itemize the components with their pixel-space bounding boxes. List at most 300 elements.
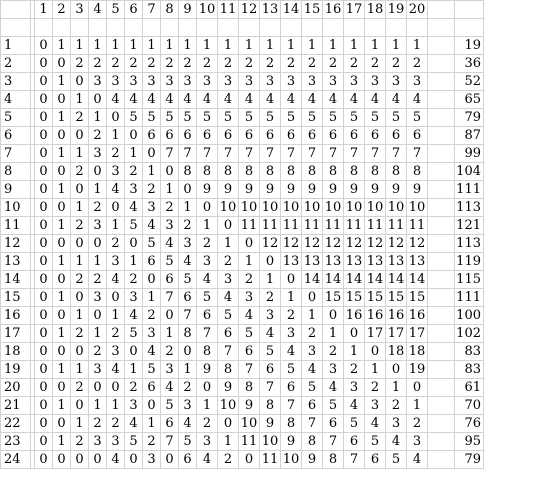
row-label[interactable]: 22 <box>1 415 31 433</box>
table-cell[interactable]: 3 <box>323 73 344 91</box>
gap-cell[interactable] <box>428 397 455 415</box>
table-cell[interactable]: 2 <box>125 271 143 289</box>
table-cell[interactable]: 6 <box>260 361 281 379</box>
table-cell[interactable]: 3 <box>344 73 365 91</box>
table-cell[interactable]: 15 <box>386 289 407 307</box>
table-cell[interactable]: 1 <box>281 37 302 55</box>
table-cell[interactable]: 2 <box>260 55 281 73</box>
table-cell[interactable]: 0 <box>125 343 143 361</box>
table-cell[interactable]: 2 <box>344 361 365 379</box>
table-cell[interactable]: 7 <box>161 289 179 307</box>
table-cell[interactable]: 11 <box>239 217 260 235</box>
row-total[interactable]: 19 <box>455 37 484 55</box>
table-cell[interactable]: 9 <box>197 361 218 379</box>
table-cell[interactable]: 0 <box>161 451 179 469</box>
table-cell[interactable]: 3 <box>260 73 281 91</box>
table-cell[interactable]: 0 <box>143 145 161 163</box>
table-cell[interactable]: 7 <box>218 145 239 163</box>
table-cell[interactable]: 9 <box>323 181 344 199</box>
table-cell[interactable]: 2 <box>197 55 218 73</box>
table-cell[interactable]: 3 <box>125 397 143 415</box>
table-cell[interactable]: 9 <box>407 181 428 199</box>
corner-cell[interactable] <box>1 1 31 19</box>
table-cell[interactable]: 0 <box>386 361 407 379</box>
table-cell[interactable]: 7 <box>260 145 281 163</box>
table-cell[interactable]: 6 <box>344 127 365 145</box>
table-cell[interactable]: 9 <box>344 181 365 199</box>
table-cell[interactable]: 8 <box>239 163 260 181</box>
table-cell[interactable]: 0 <box>89 235 107 253</box>
table-cell[interactable]: 13 <box>407 253 428 271</box>
table-cell[interactable]: 3 <box>107 253 125 271</box>
table-cell[interactable]: 0 <box>125 451 143 469</box>
table-cell[interactable]: 6 <box>344 433 365 451</box>
table-cell[interactable]: 6 <box>218 127 239 145</box>
table-cell[interactable]: 4 <box>197 271 218 289</box>
gap-cell[interactable] <box>428 127 455 145</box>
table-cell[interactable]: 8 <box>197 163 218 181</box>
table-cell[interactable]: 8 <box>179 325 197 343</box>
gap-cell[interactable] <box>428 235 455 253</box>
table-cell[interactable]: 3 <box>89 361 107 379</box>
column-header[interactable]: 19 <box>386 1 407 19</box>
table-cell[interactable]: 0 <box>239 451 260 469</box>
table-cell[interactable]: 4 <box>365 91 386 109</box>
table-cell[interactable]: 1 <box>89 109 107 127</box>
empty-cell[interactable] <box>407 19 428 37</box>
table-cell[interactable]: 4 <box>407 451 428 469</box>
gap-cell[interactable] <box>428 91 455 109</box>
table-cell[interactable]: 11 <box>407 217 428 235</box>
table-cell[interactable]: 5 <box>125 325 143 343</box>
table-cell[interactable]: 14 <box>344 271 365 289</box>
row-label[interactable]: 14 <box>1 271 31 289</box>
table-cell[interactable]: 2 <box>179 379 197 397</box>
table-cell[interactable]: 14 <box>302 271 323 289</box>
gap-cell[interactable] <box>428 1 455 19</box>
table-cell[interactable]: 0 <box>35 343 53 361</box>
table-cell[interactable]: 0 <box>302 289 323 307</box>
row-label[interactable]: 20 <box>1 379 31 397</box>
table-cell[interactable]: 12 <box>407 235 428 253</box>
table-cell[interactable]: 5 <box>260 343 281 361</box>
table-cell[interactable]: 1 <box>197 217 218 235</box>
table-cell[interactable]: 4 <box>281 343 302 361</box>
table-cell[interactable]: 0 <box>35 415 53 433</box>
table-cell[interactable]: 7 <box>344 451 365 469</box>
table-cell[interactable]: 6 <box>281 379 302 397</box>
row-label[interactable]: 1 <box>1 37 31 55</box>
table-cell[interactable]: 1 <box>386 379 407 397</box>
table-cell[interactable]: 3 <box>107 343 125 361</box>
row-total[interactable]: 113 <box>455 199 484 217</box>
gap-cell[interactable] <box>428 271 455 289</box>
table-cell[interactable]: 0 <box>35 379 53 397</box>
table-cell[interactable]: 0 <box>53 343 71 361</box>
table-cell[interactable]: 2 <box>302 325 323 343</box>
table-cell[interactable]: 5 <box>365 109 386 127</box>
empty-cell[interactable] <box>53 19 71 37</box>
total-header-cell[interactable] <box>455 1 484 19</box>
table-cell[interactable]: 0 <box>107 379 125 397</box>
row-label[interactable]: 23 <box>1 433 31 451</box>
table-cell[interactable]: 0 <box>35 289 53 307</box>
row-label[interactable]: 7 <box>1 145 31 163</box>
empty-cell[interactable] <box>71 19 89 37</box>
table-cell[interactable]: 3 <box>218 271 239 289</box>
table-cell[interactable]: 10 <box>281 199 302 217</box>
gap-cell[interactable] <box>428 253 455 271</box>
table-cell[interactable]: 0 <box>107 199 125 217</box>
table-cell[interactable]: 4 <box>386 91 407 109</box>
table-cell[interactable]: 0 <box>35 37 53 55</box>
row-total[interactable]: 79 <box>455 109 484 127</box>
row-label[interactable]: 6 <box>1 127 31 145</box>
table-cell[interactable]: 1 <box>71 415 89 433</box>
table-cell[interactable]: 4 <box>239 307 260 325</box>
table-cell[interactable]: 11 <box>281 217 302 235</box>
table-cell[interactable]: 6 <box>197 307 218 325</box>
gap-cell[interactable] <box>428 307 455 325</box>
gap-cell[interactable] <box>428 163 455 181</box>
table-cell[interactable]: 5 <box>386 109 407 127</box>
table-cell[interactable]: 11 <box>302 217 323 235</box>
column-header[interactable]: 17 <box>344 1 365 19</box>
column-header[interactable]: 11 <box>218 1 239 19</box>
empty-cell[interactable] <box>386 19 407 37</box>
row-label[interactable]: 4 <box>1 91 31 109</box>
table-cell[interactable]: 6 <box>365 451 386 469</box>
table-cell[interactable]: 0 <box>35 397 53 415</box>
table-cell[interactable]: 1 <box>143 163 161 181</box>
table-cell[interactable]: 3 <box>143 451 161 469</box>
column-header[interactable]: 10 <box>197 1 218 19</box>
table-cell[interactable]: 2 <box>260 289 281 307</box>
table-cell[interactable]: 16 <box>344 307 365 325</box>
table-cell[interactable]: 4 <box>143 217 161 235</box>
table-cell[interactable]: 4 <box>161 235 179 253</box>
column-header[interactable]: 2 <box>53 1 71 19</box>
table-cell[interactable]: 2 <box>71 325 89 343</box>
row-total[interactable]: 36 <box>455 55 484 73</box>
table-cell[interactable]: 0 <box>89 91 107 109</box>
table-cell[interactable]: 1 <box>53 109 71 127</box>
table-cell[interactable]: 7 <box>239 145 260 163</box>
table-cell[interactable]: 5 <box>302 109 323 127</box>
table-cell[interactable]: 0 <box>197 379 218 397</box>
table-cell[interactable]: 0 <box>323 307 344 325</box>
gap-cell[interactable] <box>428 451 455 469</box>
table-cell[interactable]: 9 <box>260 415 281 433</box>
table-cell[interactable]: 6 <box>323 415 344 433</box>
table-cell[interactable]: 4 <box>260 325 281 343</box>
table-cell[interactable]: 4 <box>197 91 218 109</box>
table-cell[interactable]: 2 <box>344 55 365 73</box>
table-cell[interactable]: 0 <box>35 163 53 181</box>
gap-cell[interactable] <box>428 343 455 361</box>
table-cell[interactable]: 2 <box>143 433 161 451</box>
table-cell[interactable]: 1 <box>179 199 197 217</box>
table-cell[interactable]: 1 <box>239 37 260 55</box>
table-cell[interactable]: 1 <box>71 307 89 325</box>
table-cell[interactable]: 1 <box>71 199 89 217</box>
table-cell[interactable]: 19 <box>407 361 428 379</box>
table-cell[interactable]: 12 <box>323 235 344 253</box>
table-cell[interactable]: 0 <box>107 289 125 307</box>
table-cell[interactable]: 2 <box>125 163 143 181</box>
table-cell[interactable]: 17 <box>365 325 386 343</box>
table-cell[interactable]: 2 <box>239 271 260 289</box>
table-cell[interactable]: 13 <box>386 253 407 271</box>
gap-cell[interactable] <box>428 199 455 217</box>
table-cell[interactable]: 2 <box>386 397 407 415</box>
table-cell[interactable]: 7 <box>197 145 218 163</box>
table-cell[interactable]: 2 <box>143 181 161 199</box>
table-cell[interactable]: 8 <box>239 379 260 397</box>
table-cell[interactable]: 5 <box>323 397 344 415</box>
gap-cell[interactable] <box>428 19 455 37</box>
table-cell[interactable]: 5 <box>125 433 143 451</box>
table-cell[interactable]: 2 <box>218 55 239 73</box>
table-cell[interactable]: 7 <box>281 145 302 163</box>
empty-cell[interactable] <box>1 19 31 37</box>
table-cell[interactable]: 10 <box>218 397 239 415</box>
table-cell[interactable]: 2 <box>71 271 89 289</box>
row-label[interactable]: 3 <box>1 73 31 91</box>
table-cell[interactable]: 2 <box>89 415 107 433</box>
table-cell[interactable]: 17 <box>386 325 407 343</box>
table-cell[interactable]: 5 <box>143 361 161 379</box>
table-cell[interactable]: 3 <box>125 73 143 91</box>
table-cell[interactable]: 12 <box>386 235 407 253</box>
table-cell[interactable]: 3 <box>197 73 218 91</box>
table-cell[interactable]: 14 <box>323 271 344 289</box>
table-cell[interactable]: 1 <box>53 253 71 271</box>
table-cell[interactable]: 4 <box>260 91 281 109</box>
table-cell[interactable]: 3 <box>386 73 407 91</box>
table-cell[interactable]: 1 <box>179 37 197 55</box>
table-cell[interactable]: 0 <box>53 451 71 469</box>
table-cell[interactable]: 5 <box>407 109 428 127</box>
table-cell[interactable]: 2 <box>161 199 179 217</box>
table-cell[interactable]: 4 <box>323 91 344 109</box>
table-cell[interactable]: 1 <box>53 397 71 415</box>
table-cell[interactable]: 2 <box>218 253 239 271</box>
table-cell[interactable]: 2 <box>71 163 89 181</box>
table-cell[interactable]: 2 <box>125 379 143 397</box>
row-label[interactable]: 5 <box>1 109 31 127</box>
table-cell[interactable]: 2 <box>323 343 344 361</box>
table-cell[interactable]: 4 <box>161 379 179 397</box>
table-cell[interactable]: 0 <box>179 181 197 199</box>
table-cell[interactable]: 3 <box>107 163 125 181</box>
table-cell[interactable]: 1 <box>71 361 89 379</box>
table-cell[interactable]: 6 <box>323 127 344 145</box>
table-cell[interactable]: 3 <box>125 289 143 307</box>
gap-cell[interactable] <box>428 361 455 379</box>
table-cell[interactable]: 0 <box>35 181 53 199</box>
empty-cell[interactable] <box>179 19 197 37</box>
column-header[interactable]: 1 <box>35 1 53 19</box>
table-cell[interactable]: 6 <box>239 127 260 145</box>
table-cell[interactable]: 10 <box>218 199 239 217</box>
table-cell[interactable]: 0 <box>35 55 53 73</box>
table-cell[interactable]: 2 <box>197 415 218 433</box>
table-cell[interactable]: 5 <box>281 361 302 379</box>
table-cell[interactable]: 3 <box>302 343 323 361</box>
table-cell[interactable]: 1 <box>71 37 89 55</box>
table-cell[interactable]: 2 <box>323 55 344 73</box>
table-cell[interactable]: 2 <box>71 433 89 451</box>
table-cell[interactable]: 14 <box>386 271 407 289</box>
table-cell[interactable]: 1 <box>218 37 239 55</box>
table-cell[interactable]: 2 <box>107 415 125 433</box>
table-cell[interactable]: 4 <box>302 91 323 109</box>
column-header[interactable]: 16 <box>323 1 344 19</box>
table-cell[interactable]: 0 <box>89 163 107 181</box>
table-cell[interactable]: 4 <box>218 91 239 109</box>
table-cell[interactable]: 6 <box>302 127 323 145</box>
table-cell[interactable]: 0 <box>35 199 53 217</box>
row-label[interactable]: 10 <box>1 199 31 217</box>
table-cell[interactable]: 0 <box>179 343 197 361</box>
empty-cell[interactable] <box>89 19 107 37</box>
row-total[interactable]: 61 <box>455 379 484 397</box>
table-cell[interactable]: 4 <box>143 91 161 109</box>
table-cell[interactable]: 3 <box>365 397 386 415</box>
table-cell[interactable]: 15 <box>323 289 344 307</box>
table-cell[interactable]: 5 <box>386 451 407 469</box>
row-total[interactable]: 87 <box>455 127 484 145</box>
table-cell[interactable]: 6 <box>365 127 386 145</box>
table-cell[interactable]: 1 <box>107 217 125 235</box>
table-cell[interactable]: 11 <box>260 217 281 235</box>
table-cell[interactable]: 2 <box>71 109 89 127</box>
table-cell[interactable]: 11 <box>323 217 344 235</box>
table-cell[interactable]: 18 <box>407 343 428 361</box>
column-header[interactable]: 18 <box>365 1 386 19</box>
table-cell[interactable]: 10 <box>239 199 260 217</box>
table-cell[interactable]: 3 <box>407 433 428 451</box>
gap-cell[interactable] <box>428 37 455 55</box>
table-cell[interactable]: 6 <box>218 325 239 343</box>
table-cell[interactable]: 7 <box>161 145 179 163</box>
table-cell[interactable]: 3 <box>161 217 179 235</box>
empty-cell[interactable] <box>143 19 161 37</box>
row-total[interactable]: 79 <box>455 451 484 469</box>
table-cell[interactable]: 5 <box>161 397 179 415</box>
table-cell[interactable]: 4 <box>407 91 428 109</box>
table-cell[interactable]: 8 <box>260 397 281 415</box>
table-cell[interactable]: 5 <box>179 271 197 289</box>
table-cell[interactable]: 3 <box>143 325 161 343</box>
table-cell[interactable]: 2 <box>179 55 197 73</box>
table-cell[interactable]: 2 <box>161 55 179 73</box>
table-cell[interactable]: 11 <box>344 217 365 235</box>
table-cell[interactable]: 5 <box>344 415 365 433</box>
table-cell[interactable]: 14 <box>407 271 428 289</box>
column-header[interactable]: 15 <box>302 1 323 19</box>
table-cell[interactable]: 1 <box>89 37 107 55</box>
table-cell[interactable]: 3 <box>89 433 107 451</box>
row-label[interactable]: 2 <box>1 55 31 73</box>
table-cell[interactable]: 1 <box>125 145 143 163</box>
table-cell[interactable]: 0 <box>35 271 53 289</box>
table-cell[interactable]: 5 <box>239 109 260 127</box>
row-total[interactable]: 65 <box>455 91 484 109</box>
table-cell[interactable]: 8 <box>218 163 239 181</box>
empty-cell[interactable] <box>455 19 484 37</box>
table-cell[interactable]: 1 <box>143 415 161 433</box>
table-cell[interactable]: 6 <box>302 397 323 415</box>
table-cell[interactable]: 4 <box>143 343 161 361</box>
table-cell[interactable]: 3 <box>143 199 161 217</box>
column-header[interactable]: 8 <box>161 1 179 19</box>
column-header[interactable]: 20 <box>407 1 428 19</box>
table-cell[interactable]: 5 <box>281 109 302 127</box>
column-header[interactable]: 14 <box>281 1 302 19</box>
table-cell[interactable]: 2 <box>407 415 428 433</box>
table-cell[interactable]: 0 <box>125 127 143 145</box>
row-total[interactable]: 113 <box>455 235 484 253</box>
table-cell[interactable]: 6 <box>161 127 179 145</box>
table-cell[interactable]: 4 <box>365 415 386 433</box>
table-cell[interactable]: 2 <box>89 343 107 361</box>
table-cell[interactable]: 1 <box>107 37 125 55</box>
table-cell[interactable]: 8 <box>197 343 218 361</box>
table-cell[interactable]: 2 <box>281 55 302 73</box>
table-cell[interactable]: 3 <box>281 325 302 343</box>
empty-cell[interactable] <box>161 19 179 37</box>
table-cell[interactable]: 0 <box>53 163 71 181</box>
table-cell[interactable]: 4 <box>107 271 125 289</box>
table-cell[interactable]: 0 <box>53 55 71 73</box>
table-cell[interactable]: 1 <box>89 181 107 199</box>
table-cell[interactable]: 5 <box>323 109 344 127</box>
table-cell[interactable]: 0 <box>53 127 71 145</box>
gap-cell[interactable] <box>428 73 455 91</box>
gap-cell[interactable] <box>428 325 455 343</box>
row-total[interactable]: 119 <box>455 253 484 271</box>
table-cell[interactable]: 2 <box>197 235 218 253</box>
table-cell[interactable]: 1 <box>218 235 239 253</box>
table-cell[interactable]: 4 <box>161 91 179 109</box>
table-cell[interactable]: 12 <box>260 235 281 253</box>
table-cell[interactable]: 7 <box>302 145 323 163</box>
table-cell[interactable]: 0 <box>53 415 71 433</box>
empty-cell[interactable] <box>125 19 143 37</box>
table-cell[interactable]: 1 <box>143 289 161 307</box>
table-cell[interactable]: 5 <box>302 379 323 397</box>
table-cell[interactable]: 10 <box>407 199 428 217</box>
table-cell[interactable]: 5 <box>161 253 179 271</box>
gap-cell[interactable] <box>428 433 455 451</box>
table-cell[interactable]: 6 <box>161 415 179 433</box>
table-cell[interactable]: 0 <box>35 145 53 163</box>
table-cell[interactable]: 1 <box>53 433 71 451</box>
table-cell[interactable]: 0 <box>125 235 143 253</box>
table-cell[interactable]: 2 <box>125 55 143 73</box>
table-cell[interactable]: 1 <box>89 325 107 343</box>
table-cell[interactable]: 0 <box>35 361 53 379</box>
table-cell[interactable]: 1 <box>302 307 323 325</box>
table-cell[interactable]: 0 <box>197 199 218 217</box>
empty-cell[interactable] <box>365 19 386 37</box>
table-cell[interactable]: 6 <box>179 289 197 307</box>
table-cell[interactable]: 10 <box>365 199 386 217</box>
table-cell[interactable]: 1 <box>107 127 125 145</box>
table-cell[interactable]: 1 <box>71 91 89 109</box>
